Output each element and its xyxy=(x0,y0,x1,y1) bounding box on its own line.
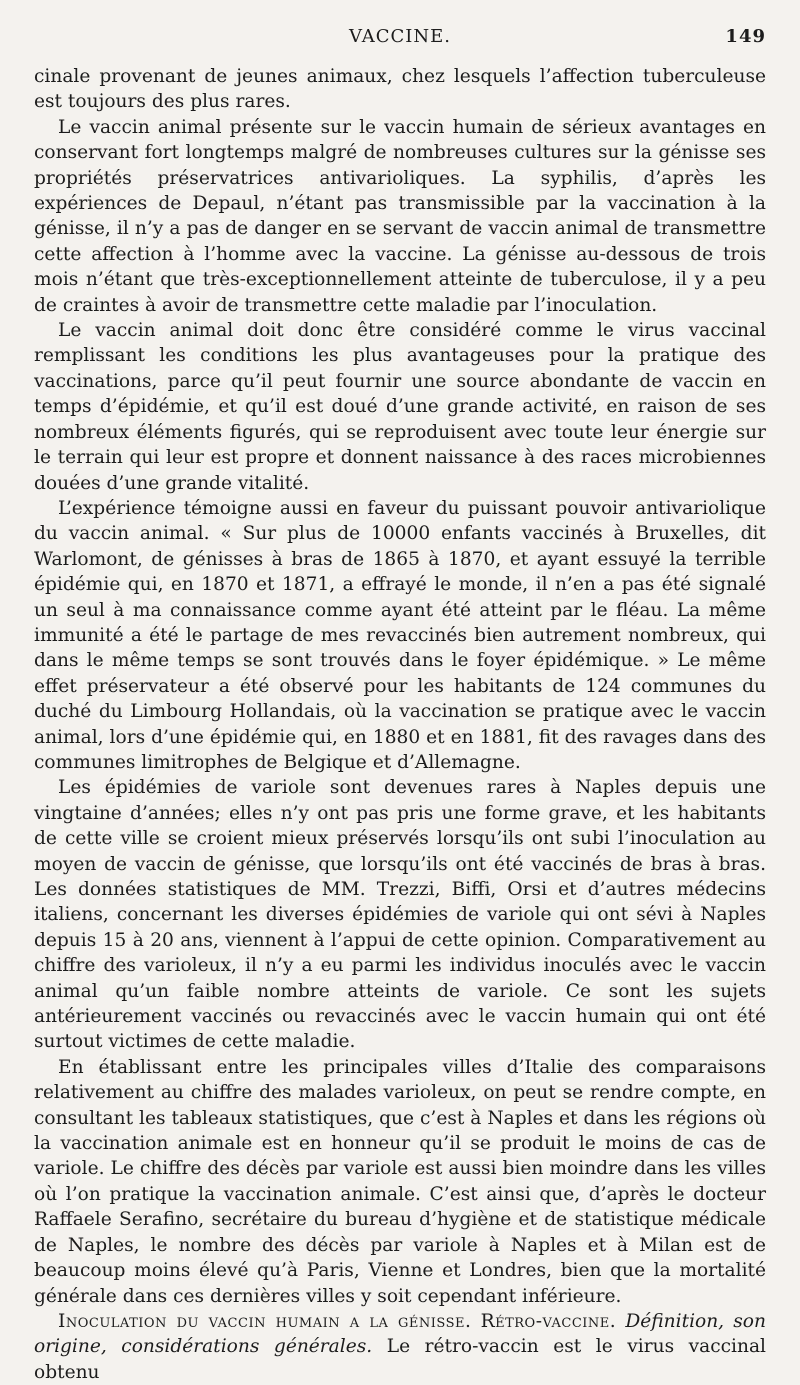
paragraph-continuation: cinale provenant de jeunes animaux, chez lesquels l’affection tuberculeuse est toujours des plus rares. xyxy=(34,66,766,113)
paragraph: Le vaccin animal doit donc être considéré comme le virus vaccinal remplissant les conditions les plus avantageuses pour la pratique des vaccinations, parce qu’il peut fournir une source abondante de vaccin en temps d’épidémie, et qu’il est doué d’une grande activité, en raison de ses nombreux éléments figurés, qui se reproduisent avec toute leur énergie sur le terrain qui leur est propre et donnent naissance à des races microbiennes douées d’une grande vitalité. xyxy=(34,320,766,494)
section-title: Inoculation du vaccin humain a la génisse. xyxy=(58,1310,472,1332)
section-heading xyxy=(34,1309,766,1385)
body-text xyxy=(34,64,766,1385)
section-subtitle-name: Rétro-vaccine. xyxy=(480,1310,617,1332)
paragraph: Les épidémies de variole sont devenues rares à Naples depuis une vingtaine d’années; elles n’y ont pas pris une forme grave, et les habitants de cette ville se croient mieux préservés lorsqu’ils ont subi l’inoculation au moyen de vaccin de génisse, que lorsqu’ils ont été vaccinés de bras à bras. Les données statistiques de MM. Trezzi, Biffi, Orsi et d’autres médecins italiens, concernant les diverses épidémies de variole qui ont sévi à Naples depuis 15 à 20 ans, viennent à l’appui de cette opinion. Comparativement au chiffre des varioleux, il n’y a eu parmi les individus inoculés avec le vaccin animal qu’un faible nombre atteints de variole. Ce sont les sujets antérieurement vaccinés ou revaccinés avec le vaccin humain qui ont été surtout victimes de cette maladie. xyxy=(34,777,766,1053)
running-title: VACCINE. xyxy=(348,26,452,47)
paragraph: En établissant entre les principales villes d’Italie des comparaisons relativement au chiffre des malades varioleux, on peut se rendre compte, en consultant les tableaux statistiques, que c’est à Naples et dans les régions où la vaccination animale est en honneur qu’il se produit le moins de cas de variole. Le chiffre des décès par variole est aussi bien moindre dans les villes où l’on pratique la vaccination animale. C’est ainsi que, d’après le docteur Raffaele Serafino, secrétaire du bureau d’hygiène et de statistique médicale de Naples, le nombre des décès par variole à Naples et à Milan est de beaucoup moins élevé qu’à Paris, Vienne et Londres, bien que la mortalité générale dans ces dernières villes y soit cependant inférieure. xyxy=(34,1056,766,1307)
paragraph: L’expérience témoigne aussi en faveur du puissant pouvoir antivariolique du vaccin animal. « Sur plus de 10000 enfants vaccinés à Bruxelles, dit Warlomont, de génisses à bras de 1865 à 1870, et ayant essuyé la terrible épidémie qui, en 1870 et 1871, a effrayé le monde, il n’en a pas été signalé un seul à ma connaissance comme ayant été atteint par le fléau. La même immunité a été le partage de mes revaccinés bien autrement nombreux, qui dans le même temps se sont trouvés dans le foyer épidémique. » Le même effet préservateur a été observé pour les habitants de 124 communes du duché du Limbourg Hollandais, où la vaccination se pratique avec le vaccin animal, lors d’une épidémie qui, en 1880 et en 1881, fit des ravages dans des communes limitrophes de Belgique et d’Allemagne. xyxy=(34,497,766,773)
page-number: 149 xyxy=(725,26,766,47)
section-subtitle: Définition, son origine, considérations générales. xyxy=(34,1310,766,1358)
paragraph: Le vaccin animal présente sur le vaccin humain de sérieux avantages en conservant fort longtemps malgré de nombreuses cultures sur la génisse ses propriétés préservatrices antivarioliques. La syphilis, d’après les expériences de Depaul, n’étant pas transmissible par la vaccination à la génisse, il n’y a pas de danger en se servant de vaccin animal de transmettre cette affection à l’homme avec la vaccine. La génisse au-dessous de trois mois n’étant que très-exceptionnellement atteinte de tuberculose, il y a peu de craintes à avoir de transmettre cette maladie par l’inoculation. xyxy=(34,116,766,316)
page-header xyxy=(34,26,766,54)
section-text: Le rétro-vaccin est le virus vaccinal obtenu xyxy=(34,1336,767,1383)
